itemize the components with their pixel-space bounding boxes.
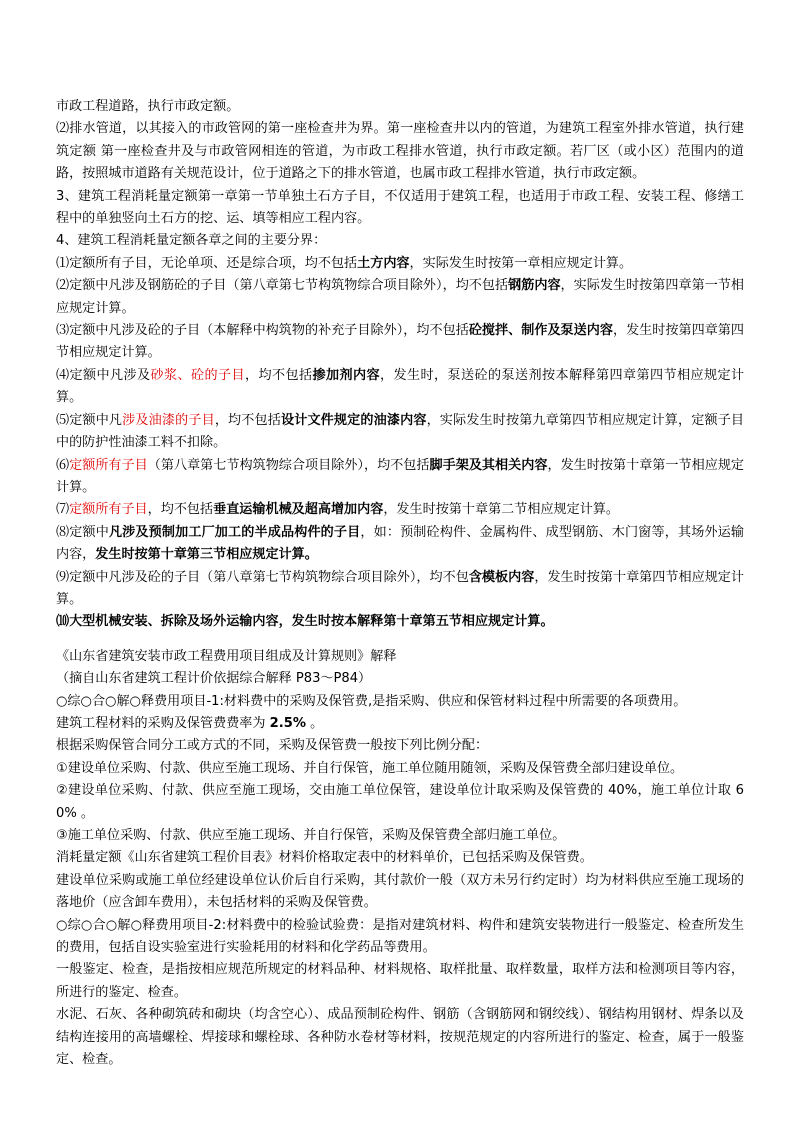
text-run: ⑷定额中凡涉及: [56, 367, 151, 383]
boundary-item: [56, 567, 744, 612]
bold-text: 设计文件规定的油漆内容: [280, 412, 427, 428]
section-title: 《山东省建筑安装市政工程费用项目组成及计算规则》解释: [56, 648, 397, 664]
bold-text: 凡涉及预制加工厂加工的半成品构件的子目: [108, 524, 361, 540]
bold-text: 掺加剂内容: [312, 367, 380, 383]
text-run: ⑹: [56, 457, 70, 473]
rate-suffix: 。: [306, 715, 324, 731]
highlighted-text: 砂浆、砼的子目: [150, 367, 245, 383]
bold-text: ⑽大型机械安装、拆除及场外运输内容，发生时按本解释第十章第五节相应规定计算。: [56, 614, 554, 630]
text-run: ⑶定额中凡涉及砼的子目（本解释中构筑物的补充子目除外），均不包括: [56, 323, 469, 339]
bold-text: 土方内容: [357, 255, 410, 271]
text-paragraph: ②建设单位采购、付款、供应至施工现场，交由施工单位保管，建设单位计取采购及保管费的 40%，施工单位计取 60% 。: [56, 783, 744, 821]
text-paragraph: 水泥、石灰、各种砌筑砖和砌块（均含空心）、成品预制砼构件、钢筋（含钢筋网和钢绞线）、钢结构用钢材、焊条以及结构连接用的高墙螺栓、焊接球和螺栓球、各种防水卷材等材料，按规范规定的内容所进行的鉴定、检查，属于一般鉴定、检查。: [56, 1007, 744, 1068]
bold-text: 砼搅拌、制作及泵送内容: [468, 323, 613, 339]
rate-label: 建筑工程材料的采购及保管费费率为: [56, 715, 270, 731]
boundary-item: [56, 410, 744, 455]
text-run: （第八章第七节构筑物综合项目除外），均不包括: [147, 457, 430, 473]
boundary-item: [56, 365, 744, 410]
text-run: ，发生时按第四章第四节相应规定计算。: [56, 323, 745, 361]
section-fee-explanation: [56, 646, 744, 1072]
text-line: 市政工程道路，执行市政定额。: [56, 99, 240, 114]
bold-text: 发生时按第十章第三节相应规定计算。: [95, 547, 318, 563]
boundary-item: [56, 275, 744, 320]
text-paragraph: 根据采购保管合同分工或方式的不同，采购及保管费一般按下列比例分配：: [56, 738, 489, 754]
boundary-items-list: [56, 253, 744, 634]
highlighted-text: 定额所有子目: [69, 457, 148, 473]
highlighted-text: 定额所有子目: [69, 502, 148, 518]
boundary-item: [56, 455, 744, 500]
boundary-item: [56, 253, 744, 275]
text-run: ，实际发生时按第九章第四节相应规定计算，定额子目中的防护性油漆工料不扣除。: [56, 412, 745, 451]
text-paragraph: [56, 713, 744, 735]
text-run: ，发生时按第十章第四节相应规定计算。: [56, 569, 745, 607]
text-run: ⑻定额中: [56, 524, 109, 540]
text-run: ，均不包括: [214, 412, 281, 428]
text-paragraph: ○综○合○解○释费用项目-2:材料费中的检验试验费：是指对建筑材料、构件和建筑安装物进行一般鉴定、检查所发生的费用，包括自设实验室进行实验耗用的材料和化学药品等费用。: [56, 917, 744, 956]
text-run: ，均不包括: [245, 367, 313, 383]
boundary-item: [56, 499, 744, 521]
text-run: ，发生时按第十章第一节相应规定计算。: [56, 457, 745, 495]
text-paragraph: 建设单位采购或施工单位经建设单位认价后自行采购，其付款价一般（双方未另行约定时）均为材料供应至施工现场的落地价（应含卸车费用），未包括材料的采购及保管费。: [56, 872, 744, 911]
text-paragraph: 消耗量定额《山东省建筑工程价目表》材料价格取定表中的材料单价，已包括采购及保管费。: [56, 850, 593, 866]
text-paragraph: 一般鉴定、检查，是指按相应规范所规定的材料品种、材料规格、取样批量、取样数量，取样方法和检测项目等内容，所进行的鉴定、检查。: [56, 962, 744, 1000]
boundary-item: [56, 611, 744, 633]
text-line: 4、建筑工程消耗量定额各章之间的主要分界：: [56, 233, 327, 249]
text-run: ，实际发生时按第一章相应规定计算。: [409, 255, 633, 271]
highlighted-text: 涉及油漆的子目: [122, 412, 215, 428]
text-line: ⑵排水管道，以其接入的市政管网的第一座检查井为界。第一座检查井以内的管道，为建筑工程室外排水管道，执行建筑定额 第一座检查井及与市政管网相连的管道，为市政工程排水管道，执行市政定额。若厂区（或小区）范围内的道路，按照城市道路有关规范设计，位于道路之下的排水管道，也属市政工程排水管道，执行市政定额。: [56, 121, 744, 182]
bold-text: 钢筋内容: [508, 278, 561, 294]
section-boundaries: [56, 96, 744, 634]
rate-value: 2.5%: [269, 715, 306, 731]
text-run: ⑸定额中凡: [56, 412, 123, 428]
text-run: ⑵定额中凡涉及钢筋砼的子目（第八章第七节构筑物综合项目除外），均不包括: [56, 278, 509, 294]
text-run: ⑼定额中凡涉及砼的子目（第八章第七节构筑物综合项目除外），均不包: [56, 569, 469, 585]
text-run: ⑺: [56, 502, 70, 518]
text-paragraph: ①建设单位采购、付款、供应至施工现场、并自行保管，施工单位随用随领，采购及保管费全部归建设单位。: [56, 760, 684, 776]
text-paragraph: ③施工单位采购、付款、供应至施工现场、并自行保管，采购及保管费全部归施工单位。: [56, 828, 566, 843]
boundary-item: [56, 320, 744, 365]
text-run: ，发生时按第十章第二节相应规定计算。: [383, 502, 620, 518]
bold-text: 垂直运输机械及超高增加内容: [213, 502, 384, 518]
text-paragraph: ○综○合○解○释费用项目-1:材料费中的采购及保管费,是指采购、供应和保管材料过程中所需要的各项费用。: [56, 693, 687, 709]
bold-text: 脚手架及其相关内容: [429, 457, 548, 473]
bold-text: 含模板内容: [468, 569, 535, 585]
text-run: ⑴定额所有子目，无论单项、还是综合项，均不包括: [56, 255, 358, 271]
text-run: ，如：预制砼构件、金属构件、成型钢筋、木门窗等，其场外运输内容，: [56, 524, 745, 563]
text-run: ，发生时，泵送砼的泵送剂按本解释第四章第四节相应规定计算。: [56, 367, 745, 406]
text-line: 3、建筑工程消耗量定额第一章第一节单独土石方子目，不仅适用于建筑工程，也适用于市政工程、安装工程、修缮工程中的单独竖向土石方的挖、运、填等相应工程内容。: [56, 188, 744, 227]
section-gap: [56, 634, 744, 646]
text-run: ，均不包括: [147, 502, 214, 518]
section-subtitle: （摘自山东省建筑工程计价依据综合解释 P83～P84）: [56, 671, 372, 687]
text-run: ，实际发生时按第四章第一节相应规定计算。: [56, 278, 745, 316]
boundary-item: [56, 522, 744, 567]
